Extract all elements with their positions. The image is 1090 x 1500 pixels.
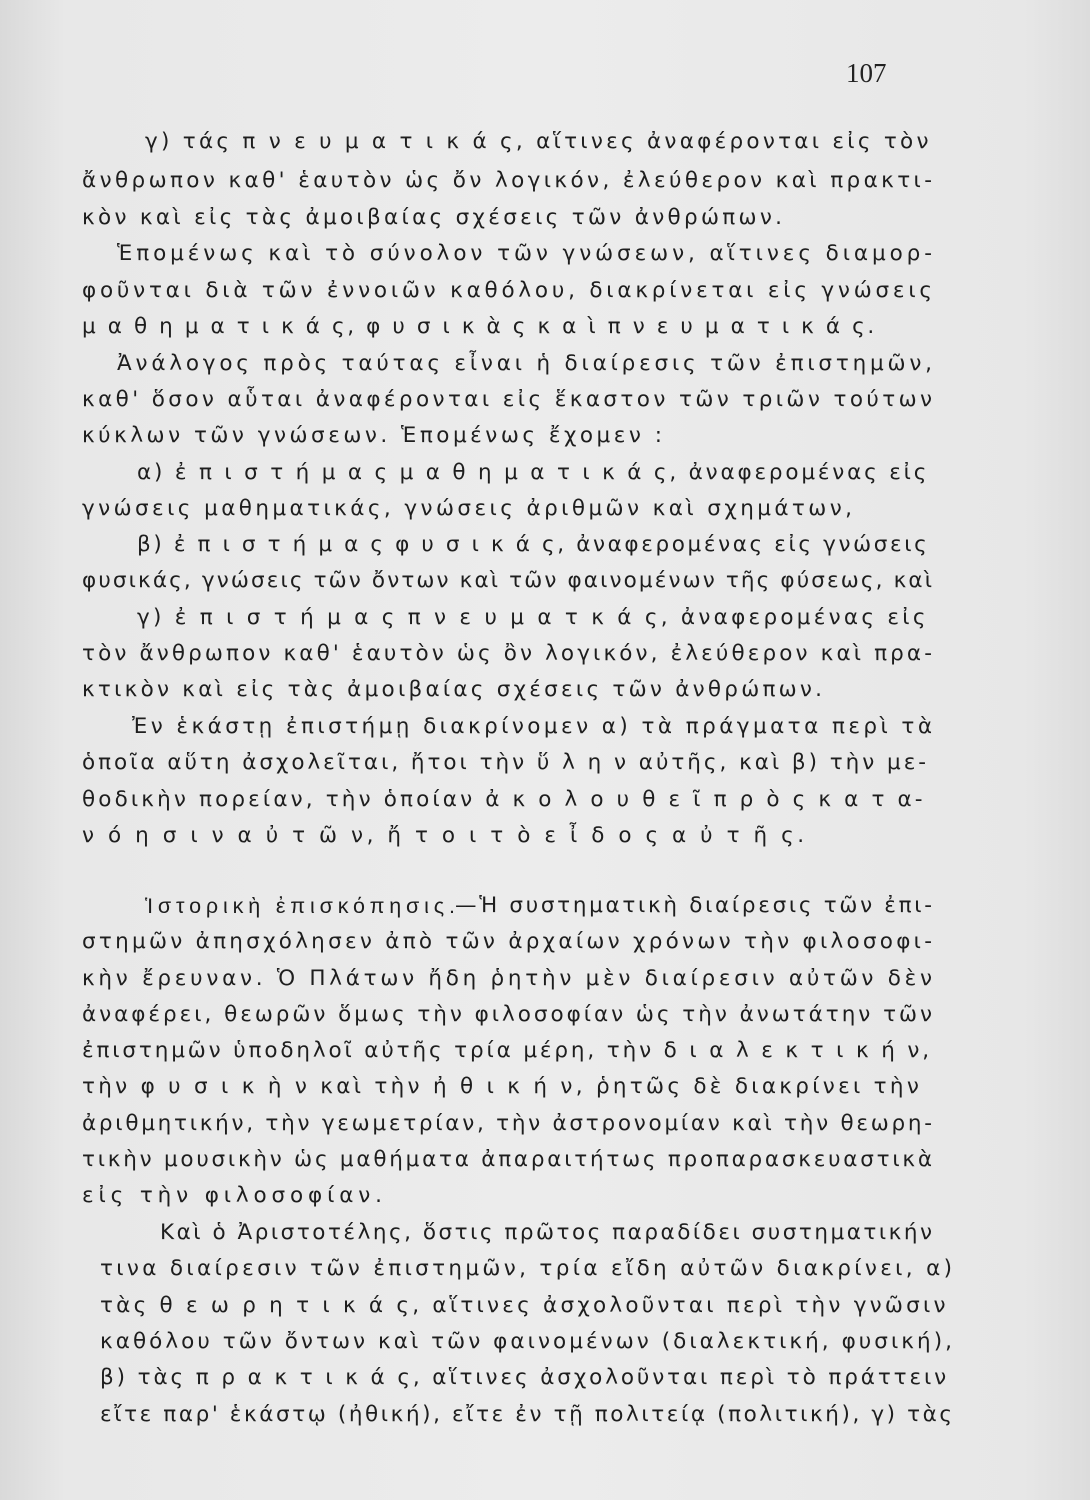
text-line: εἰς τὴν φιλοσοφίαν. <box>82 1183 387 1208</box>
text-line: φοῦνται διὰ τῶν ἐννοιῶν καθόλου, διακρίνεται εἰς γνώσεις <box>82 278 936 303</box>
text-line: γ) ἐ π ι σ τ ή μ α ς π ν ε υ μ α τ κ ά ς, ἀναφερομένας εἰς <box>137 605 929 630</box>
text-line: στημῶν ἀπησχόλησεν ἀπὸ τῶν ἀρχαίων χρόνων τὴν φιλοσοφι- <box>82 929 936 954</box>
text-line: ν ό η σ ι ν α ὐ τ ῶ ν, ἤ τ ο ι τ ὸ ε ἶ δ ο ς α ὐ τ ῆ ς. <box>82 823 808 848</box>
page-number: 107 <box>846 58 887 88</box>
section-heading: Ἱστορικὴ ἐπισκόπησις. <box>145 894 460 918</box>
text-line: τὸν ἄνθρωπον καθ' ἑαυτὸν ὡς ὂν λογικόν, ἐλεύθερον καὶ πρα- <box>82 641 936 666</box>
text-line: τικὴν μουσικὴν ὡς μαθήματα ἀπαραιτήτως προπαρασκευαστικὰ <box>82 1147 935 1172</box>
text-line: ἄνθρωπον καθ' ἑαυτὸν ὡς ὄν λογικόν, ἐλεύθερον καὶ πρακτι- <box>82 168 936 193</box>
text-line: καθ' ὅσον αὗται ἀναφέρονται εἰς ἕκαστον τῶν τριῶν τούτων <box>82 387 936 412</box>
text-line: α) ἐ π ι σ τ ή μ α ς μ α θ η μ α τ ι κ ά ς, ἀναφερομένας εἰς <box>137 460 930 485</box>
text-line: ἀριθμητικήν, τὴν γεωμετρίαν, τὴν ἀστρονομίαν καὶ τὴν θεωρη- <box>82 1111 935 1136</box>
text-line: κὸν καὶ εἰς τὰς ἀμοιβαίας σχέσεις τῶν ἀνθρώπων. <box>82 205 786 230</box>
text-line: Ἑπομένως καὶ τὸ σύνολον τῶν γνώσεων, αἵτινες διαμορ- <box>117 241 936 266</box>
text-line: Ἀνάλογος πρὸς ταύτας εἶναι ἡ διαίρεσις τῶν ἐπιστημῶν, <box>117 351 936 376</box>
text-line: β) τὰς π ρ α κ τ ι κ ά ς, αἵτινες ἀσχολοῦνται περὶ τὸ πράττειν <box>100 1365 950 1390</box>
text-line: κτικὸν καὶ εἰς τὰς ἀμοιβαίας σχέσεις τῶν ἀνθρώπων. <box>82 677 826 702</box>
text-line: —Ἡ συστηματικὴ διαίρεσις τῶν ἐπι- <box>455 893 935 918</box>
text-line: Καὶ ὁ Ἀριστοτέλης, ὅστις πρῶτος παραδίδει συστηματικήν <box>160 1220 935 1245</box>
text-line: ἀναφέρει, θεωρῶν ὅμως τὴν φιλοσοφίαν ὡς τὴν ἀνωτάτην τῶν <box>82 1002 935 1027</box>
text-line: τινα διαίρεσιν τῶν ἐπιστημῶν, τρία εἴδη αὐτῶν διακρίνει, α) <box>100 1256 956 1281</box>
text-line: φυσικάς, γνώσεις τῶν ὄντων καὶ τῶν φαινομένων τῆς φύσεως, καὶ <box>82 568 935 593</box>
text-line: καθόλου τῶν ὄντων καὶ τῶν φαινομένων (διαλεκτική, φυσική), <box>100 1329 956 1354</box>
text-line: τὴν φ υ σ ι κ ὴ ν καὶ τὴν ἠ θ ι κ ή ν, ῥητῶς δὲ διακρίνει τὴν <box>82 1074 923 1099</box>
text-line: κύκλων τῶν γνώσεων. Ἑπομένως ἔχομεν : <box>82 423 666 448</box>
text-line: γνώσεις μαθηματικάς, γνώσεις ἀριθμῶν καὶ σχημάτων, <box>82 496 856 521</box>
text-line: μ α θ η μ α τ ι κ ά ς, φ υ σ ι κ ὰ ς κ α ὶ π ν ε υ μ α τ ι κ ά ς. <box>82 314 877 339</box>
text-line: εἴτε παρ' ἑκάστῳ (ἠθική), εἴτε ἐν τῇ πολιτείᾳ (πολιτική), γ) τὰς <box>100 1402 955 1427</box>
text-line: ὁποῖα αὕτη ἀσχολεῖται, ἤτοι τὴν ὕ λ η ν αὐτῆς, καὶ β) τὴν με- <box>82 750 930 775</box>
text-line: Ἐν ἑκάστῃ ἐπιστήμῃ διακρίνομεν α) τὰ πράγματα περὶ τὰ <box>132 714 936 739</box>
text-line: γ) τάς π ν ε υ μ α τ ι κ ά ς, αἵτινες ἀναφέρονται εἰς τὸν <box>145 129 932 154</box>
text-line: θοδικὴν πορείαν, τὴν ὁποίαν ἀ κ ο λ ο υ θ ε ῖ π ρ ὸ ς κ α τ α- <box>82 787 926 812</box>
text-line: ἐπιστημῶν ὑποδηλοῖ αὐτῆς τρία μέρη, τὴν δ ι α λ ε κ τ ι κ ή ν, <box>82 1038 932 1063</box>
text-line: β) ἐ π ι σ τ ή μ α ς φ υ σ ι κ ά ς, ἀναφερομένας εἰς γνώσεις <box>137 532 930 557</box>
text-line: κὴν ἔρευναν. Ὁ Πλάτων ἤδη ῥητὴν μὲν διαίρεσιν αὐτῶν δὲν <box>82 966 936 991</box>
text-line: τὰς θ ε ω ρ η τ ι κ ά ς, αἵτινες ἀσχολοῦνται περὶ τὴν γνῶσιν <box>100 1293 949 1318</box>
